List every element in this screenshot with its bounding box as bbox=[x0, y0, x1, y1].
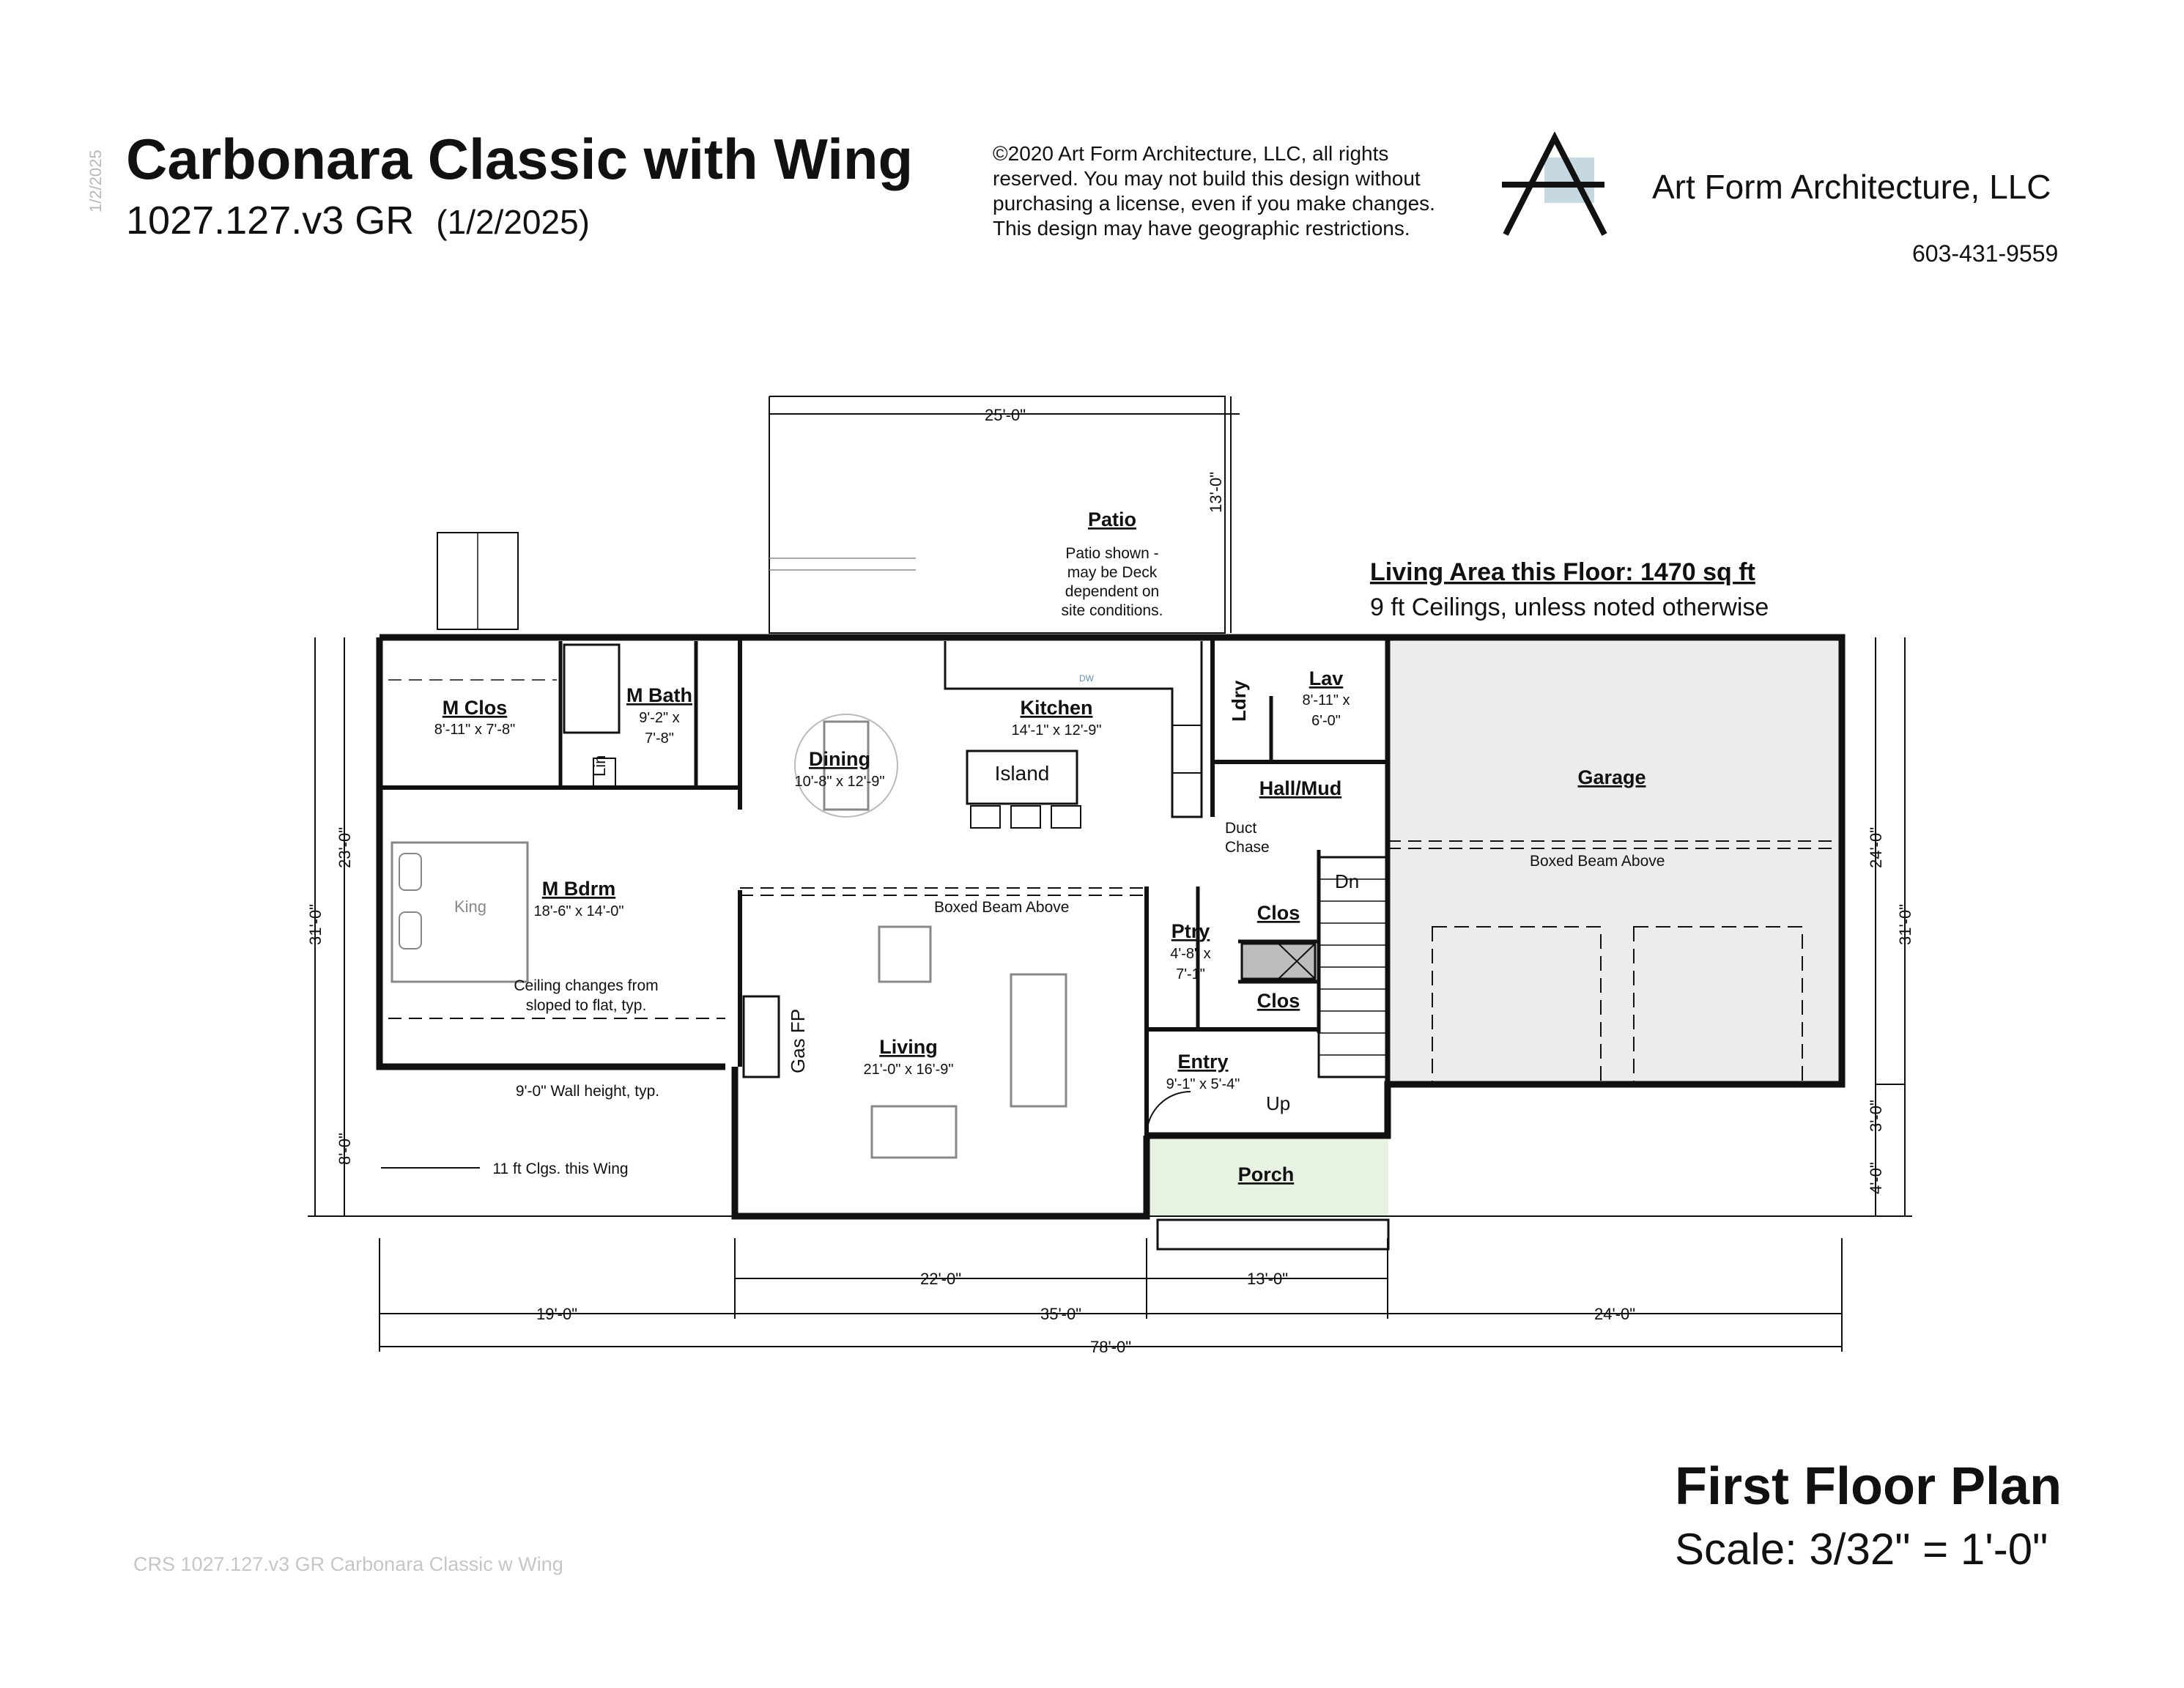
dw-label: DW bbox=[1079, 673, 1094, 684]
side-date-stamp: 1/2/2025 bbox=[86, 149, 105, 212]
boxed-beam-garage-label: Boxed Beam Above bbox=[1530, 853, 1665, 870]
room-ptry-size: 7'-1" bbox=[1176, 966, 1205, 982]
copyright-line: This design may have geographic restrictions. bbox=[993, 217, 1410, 240]
room-lin: Lin bbox=[591, 755, 609, 777]
ceiling-note: 9 ft Ceilings, unless noted otherwise bbox=[1370, 593, 1769, 621]
room-island: Island bbox=[994, 762, 1050, 785]
room-m-bath-size: 9'-2" x bbox=[639, 710, 680, 726]
room-m-bdrm: M Bdrm bbox=[541, 878, 616, 900]
dim-patio-width: 25'-0" bbox=[984, 406, 1026, 424]
dim-bottom-22: 22'-0" bbox=[919, 1270, 962, 1288]
patio-note: Patio shown - bbox=[1065, 545, 1159, 562]
room-lav: Lav bbox=[1308, 667, 1344, 689]
dim-bottom-19: 19'-0" bbox=[536, 1305, 578, 1323]
patio-note: dependent on bbox=[1065, 583, 1160, 600]
room-living: Living bbox=[879, 1036, 938, 1058]
copyright-line: ©2020 Art Form Architecture, LLC, all rights bbox=[993, 142, 1389, 165]
stair-up-label: Up bbox=[1266, 1092, 1291, 1114]
dim-right-4: 4'-0" bbox=[1867, 1162, 1885, 1194]
room-clos-upper: Clos bbox=[1256, 902, 1300, 924]
footer-plan-id: CRS 1027.127.v3 GR Carbonara Classic w Wing bbox=[133, 1553, 563, 1575]
dim-left-31: 31'-0" bbox=[306, 903, 325, 945]
room-m-clos: M Clos bbox=[442, 697, 508, 719]
copyright-line: reserved. You may not build this design without bbox=[993, 167, 1421, 190]
dim-patio-depth: 13'-0" bbox=[1207, 471, 1225, 513]
copyright-line: purchasing a license, even if you make changes. bbox=[993, 192, 1435, 215]
room-hall-mud: Hall/Mud bbox=[1259, 777, 1342, 799]
dim-bottom-78: 78'-0" bbox=[1089, 1338, 1132, 1356]
duct-chase-label: Duct bbox=[1225, 820, 1257, 837]
room-dining: Dining bbox=[809, 748, 870, 770]
wing-ceiling-note: 11 ft Clgs. this Wing bbox=[492, 1160, 629, 1177]
dim-bottom-13: 13'-0" bbox=[1246, 1270, 1289, 1288]
gas-fireplace-label: Gas FP bbox=[787, 1008, 809, 1073]
room-ptry: Ptry bbox=[1171, 920, 1210, 942]
sheet-title: First Floor Plan bbox=[1675, 1457, 2062, 1516]
plan-title-heading: Carbonara Classic with Wing bbox=[126, 127, 914, 191]
dim-right-24: 24'-0" bbox=[1867, 826, 1885, 868]
sheet-scale: Scale: 3/32" = 1'-0" bbox=[1675, 1525, 2048, 1574]
room-clos-lower: Clos bbox=[1256, 990, 1300, 1012]
room-m-clos-size: 8'-11" x 7'-8" bbox=[434, 722, 516, 738]
dim-right-3: 3'-0" bbox=[1867, 1100, 1885, 1132]
plan-code-text: 1027.127.v3 GR bbox=[126, 199, 415, 243]
room-lav-size: 6'-0" bbox=[1311, 713, 1341, 729]
room-living-size: 21'-0" x 16'-9" bbox=[863, 1062, 954, 1078]
duct-chase-label: Chase bbox=[1225, 839, 1270, 856]
dim-bottom-24: 24'-0" bbox=[1593, 1305, 1636, 1323]
dim-right-31: 31'-0" bbox=[1896, 903, 1914, 945]
dim-bottom-35: 35'-0" bbox=[1040, 1305, 1082, 1323]
plan-date: (1/2/2025) bbox=[436, 203, 590, 241]
bed-king-label: King bbox=[454, 897, 487, 916]
room-kitchen-size: 14'-1" x 12'-9" bbox=[1011, 722, 1102, 738]
room-patio: Patio bbox=[1087, 508, 1137, 530]
stair-dn-label: Dn bbox=[1335, 870, 1360, 892]
ceiling-change-note: sloped to flat, typ. bbox=[525, 997, 647, 1014]
dim-left-8: 8'-0" bbox=[336, 1133, 354, 1165]
room-entry: Entry bbox=[1177, 1051, 1229, 1073]
patio-note: site conditions. bbox=[1061, 602, 1163, 619]
room-m-bdrm-size: 18'-6" x 14'-0" bbox=[533, 903, 624, 919]
firm-name: Art Form Architecture, LLC bbox=[1652, 168, 2051, 206]
room-m-bath-size: 7'-8" bbox=[645, 730, 674, 747]
firm-phone: 603-431-9559 bbox=[1912, 240, 2059, 267]
ceiling-change-note: Ceiling changes from bbox=[514, 977, 659, 994]
living-area-label: Living Area this Floor: 1470 sq ft bbox=[1370, 558, 1755, 586]
room-garage: Garage bbox=[1577, 766, 1646, 788]
wall-height-note: 9'-0" Wall height, typ. bbox=[515, 1083, 660, 1100]
room-dining-size: 10'-8" x 12'-9" bbox=[794, 774, 885, 790]
room-lav-size: 8'-11" x bbox=[1302, 692, 1350, 708]
room-m-bath: M Bath bbox=[626, 684, 692, 706]
patio-note: may be Deck bbox=[1067, 564, 1158, 581]
room-ldry: Ldry bbox=[1228, 680, 1250, 722]
room-porch: Porch bbox=[1237, 1163, 1295, 1185]
room-kitchen: Kitchen bbox=[1020, 697, 1093, 719]
room-ptry-size: 4'-8" x bbox=[1170, 946, 1211, 962]
boxed-beam-label: Boxed Beam Above bbox=[934, 899, 1070, 916]
dim-left-23: 23'-0" bbox=[336, 826, 354, 868]
room-entry-size: 9'-1" x 5'-4" bbox=[1166, 1076, 1240, 1092]
